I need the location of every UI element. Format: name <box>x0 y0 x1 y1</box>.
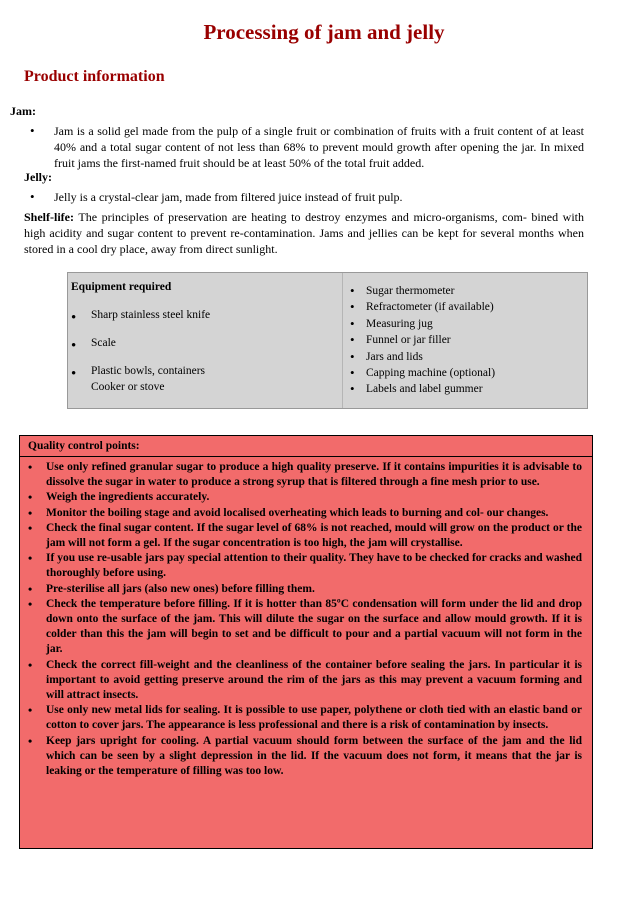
equipment-item-text: Plastic bowls, containers Cooker or stove <box>91 365 206 393</box>
equipment-item: • Refractometer (if available) <box>346 299 586 315</box>
quality-control-box <box>19 435 593 849</box>
equipment-table <box>67 272 588 409</box>
page-title: Processing of jam and jelly <box>203 20 445 44</box>
equipment-item: • Sugar thermometer <box>346 283 586 299</box>
quality-item: • Check the temperature before filling. If it is hotter than 85ºC condensation will form under the lid and drop down onto the surface of the jam. This will dilute the sugar on the surface and allow mould growth. If it is colder than this the jam will begin to set and be difficult to pour and a partial vacuum will not form in the jar. <box>20 597 590 658</box>
equipment-item: • Jars and lids <box>346 349 586 365</box>
quality-item: • Keep jars upright for cooling. A partial vacuum should form between the surface of the jam and the lid which can be seen by a slight depression in the lid. If the vacuum does not form, it means that the jar is leaking or the temperature of filling was too low. <box>20 734 590 780</box>
quality-item: • Monitor the boiling stage and avoid localised overheating which leads to burning and col- our changes. <box>20 506 590 521</box>
quality-item: • Use only refined granular sugar to produce a high quality preserve. If it contains impurities it is advisable to dissolve the sugar in water to produce a strong syrup that is filtered through a fine mesh prior to use. <box>20 460 590 490</box>
jelly-description: • Jelly is a crystal-clear jam, made from filtered juice instead of fruit pulp. <box>10 189 584 205</box>
quality-control-header: Quality control points: <box>28 440 140 452</box>
shelf-life-text: The principles of preservation are heating to destroy enzymes and micro-organisms, com- bined with high acidity and sugar content to prevent re-contamination. Jams and jellies can be kept for several months when stored in a cool dry place, away from direct sunlight. <box>24 210 584 256</box>
quality-item: • Check the correct fill-weight and the cleanliness of the container before sealing the jars. In particular it is important to avoid getting preserve around the rim of the jars as this may prevent a vacuum forming and will attract insects. <box>20 658 590 704</box>
equipment-item: • Scale <box>71 335 339 357</box>
quality-item: • Weigh the ingredients accurately. <box>20 490 590 505</box>
equipment-item: • Measuring jug <box>346 316 586 332</box>
equipment-item: • Sharp stainless steel knife <box>71 307 339 329</box>
quality-control-rule <box>20 456 592 457</box>
equipment-right-column <box>346 283 586 398</box>
quality-item: • If you use re-usable jars pay special attention to their quality. They have to be checked for cracks and washed thoroughly before using. <box>20 551 590 581</box>
jam-label: Jam: <box>10 104 36 118</box>
equipment-item: • Labels and label gummer <box>346 381 586 397</box>
jam-section <box>10 103 584 171</box>
shelf-life-section <box>24 209 584 257</box>
quality-item: • Check the final sugar content. If the sugar level of 68% is not reached, mould will grow on the product or the jam will not form a gel. If the sugar concentration is too high, the jam will crystallise. <box>20 521 590 551</box>
shelf-life-label: Shelf-life: <box>24 210 74 224</box>
product-information-heading: Product information <box>24 68 165 85</box>
equipment-item: • Capping machine (optional) <box>346 365 586 381</box>
jam-description: • Jam is a solid gel made from the pulp of a single fruit or combination of fruits with a fruit content of at least 40% and a total sugar content of not less than 68% to prevent mould growth after opening the jar. In mixed fruit jams the first-named fruit should be at least 50% of the total fruit added. <box>10 123 584 171</box>
quality-item: • Use only new metal lids for sealing. It is possible to use paper, polythene or cloth tied with an elastic band or cotton to cover jars. The appearance is less professional and there is a risk of contamination by insects. <box>20 703 590 733</box>
quality-item: • Pre-sterilise all jars (also new ones) before filling them. <box>20 582 590 597</box>
equipment-left-column <box>71 281 339 397</box>
quality-control-list <box>20 460 590 779</box>
jelly-section <box>10 169 584 205</box>
equipment-item <box>71 363 339 397</box>
equipment-item: • Funnel or jar filler <box>346 332 586 348</box>
equipment-divider <box>342 273 343 408</box>
jelly-label: Jelly: <box>24 170 52 184</box>
equipment-header: Equipment required <box>71 281 172 293</box>
